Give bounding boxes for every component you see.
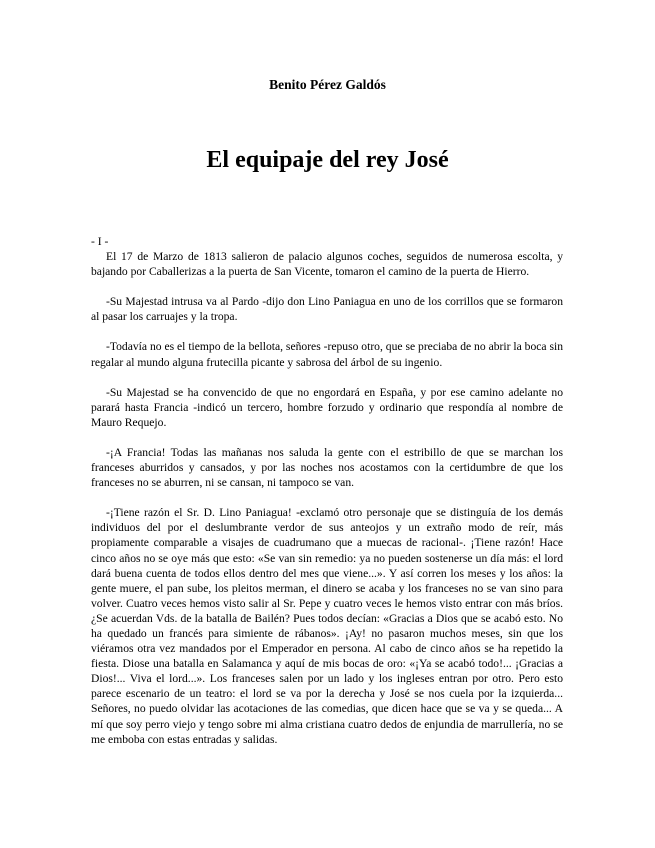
paragraph: -Su Majestad se ha convencido de que no engordará en España, y por ese camino adelante no parará hasta Francia -indicó un tercero, hombre forzudo y ordinario que respondía al nombre de Mauro Requejo. <box>91 385 563 429</box>
paragraph: El 17 de Marzo de 1813 salieron de palacio algunos coches, seguidos de numerosa escolta, y bajando por Caballerizas a la puerta de San Vicente, tomaron el camino de la puerta de Hierro. <box>91 250 563 279</box>
chapter-heading: - I - <box>91 235 109 248</box>
document-title: El equipaje del rey José <box>206 147 449 173</box>
paragraph: -¡A Francia! Todas las mañanas nos saluda la gente con el estribillo de que se marchan los franceses aburridos y cansados, y por las noches nos acostamos con la certidumbre de que los franceses no se aburren, ni se cansan, ni tampoco se van. <box>91 445 563 490</box>
author-name: Benito Pérez Galdós <box>269 77 386 92</box>
paragraph: -¡Tiene razón el Sr. D. Lino Paniagua! -exclamó otro personaje que se distinguía de los demás individuos del por el deslumbrante verdor de sus anteojos y un extraño modo de reír, más propiamente comparable a visajes de cuadrumano que a muecas de racional-. ¡Tiene razón! Hace cinco años no se oye más que esto: «Se van sin remedio: ya no pueden sostenerse un día más: el lord dará buena cuenta de todos ellos dentro del mes que viene...». Y así corren los meses y los años: la gente muere, el pan sube, los pleitos merman, el dinero se acaba y los franceses no se van sino para volver. Cuatro veces hemos visto salir al Sr. Pepe y cuatro veces le hemos visto entrar con más bríos. ¿Se acuerdan Vds. de la batalla de Bailén? Pues todos decían: «Gracias a Dios que se acabó esto. No ha quedado un francés para simiente de rábanos». ¡Ay! no pasaron muchos meses, sin que los viéramos otra vez mandados por el Emperador en persona. Al cabo de cinco años se ha repetido la fiesta. Diose una batalla en Salamanca y aquí de mis bocas de oro: «¡Ya se acabó todo!... ¡Gracias a Dios!... Viva el lord...». Los franceses salen por un lado y los ingleses entran por otro. Pero esto parece escenario de un teatro: el lord se va por la derecha y José se nos cuela por la izquierda... Señores, no puedo olvidar las acotaciones de las comedias, que dicen hace que se va y se queda... A mí que soy perro viejo y tengo sobre mi alma cristiana cuatro dedos de enjundia de marrullería, no se me emboba con estas entradas y salidas. <box>91 506 563 746</box>
paragraph: -Su Majestad intrusa va al Pardo -dijo don Lino Paniagua en uno de los corrillos que se formaron al pasar los carruajes y la tropa. <box>91 295 563 324</box>
paragraph: -Todavía no es el tiempo de la bellota, señores -repuso otro, que se preciaba de no abrir la boca sin regalar al mundo alguna frutecilla picante y sabrosa del árbol de su ingenio. <box>91 340 563 369</box>
body-text <box>91 234 563 762</box>
